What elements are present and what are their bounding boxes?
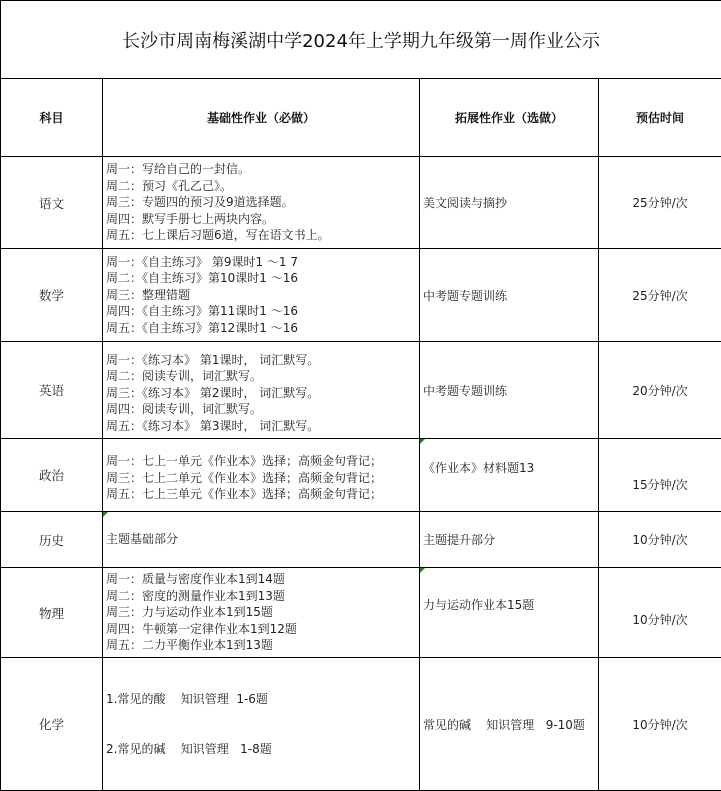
basic-line: 周三：《练习本》 第2课时， 词汇默写。 <box>106 385 419 402</box>
comment-marker-icon[interactable] <box>420 568 425 573</box>
header-basic[interactable]: 基础性作业（必做） <box>103 79 420 157</box>
basic-line: 周五：七上课后习题6道，写在语文书上。 <box>106 227 419 244</box>
basic-cell[interactable] <box>103 658 420 791</box>
time-cell[interactable]: 20分钟/次 <box>599 342 721 439</box>
header-extended[interactable]: 拓展性作业（选做） <box>420 79 599 157</box>
time-cell[interactable]: 15分钟/次 <box>599 439 721 512</box>
table-row <box>1 249 721 342</box>
basic-line: 周五：七上三单元《作业本》选择；高频金句背记； <box>106 486 419 503</box>
table-row <box>1 157 721 249</box>
time-cell[interactable]: 25分钟/次 <box>599 157 721 249</box>
basic-cell[interactable] <box>103 157 420 249</box>
header-subject[interactable]: 科目 <box>1 79 103 157</box>
extended-text: 《作业本》材料题13 <box>423 461 534 475</box>
basic-line: 周二：密度的测量作业本1到13题 <box>106 588 419 605</box>
comment-marker-icon[interactable] <box>103 512 108 517</box>
basic-line: 周二：阅读专训，词汇默写。 <box>106 368 419 385</box>
subject-cell[interactable]: 英语 <box>1 342 103 439</box>
header-row <box>1 79 721 157</box>
extended-text: 力与运动作业本15题 <box>423 598 534 612</box>
time-cell[interactable]: 10分钟/次 <box>599 658 721 791</box>
subject-cell[interactable]: 物理 <box>1 568 103 658</box>
subject-cell[interactable]: 化学 <box>1 658 103 791</box>
basic-line: 周一：七上一单元《作业本》选择；高频金句背记； <box>106 453 419 470</box>
basic-cell[interactable] <box>103 568 420 658</box>
table-row <box>1 439 721 512</box>
time-cell[interactable]: 25分钟/次 <box>599 249 721 342</box>
subject-cell[interactable]: 数学 <box>1 249 103 342</box>
basic-line: 周四：默写手册七上两块内容。 <box>106 211 419 228</box>
basic-line: 周一：质量与密度作业本1到14题 <box>106 571 419 588</box>
basic-cell[interactable] <box>103 342 420 439</box>
basic-line: 周五：二力平衡作业本1到13题 <box>106 637 419 654</box>
table-row <box>1 512 721 568</box>
header-time[interactable]: 预估时间 <box>599 79 721 157</box>
basic-line: 1.常见的酸 知识管理 1-6题 <box>106 691 419 708</box>
extended-cell[interactable]: 常见的碱 知识管理 9-10题 <box>420 658 599 791</box>
basic-cell[interactable] <box>103 249 420 342</box>
table-row <box>1 342 721 439</box>
basic-line: 主题基础部分 <box>106 531 419 548</box>
basic-cell[interactable] <box>103 512 420 568</box>
basic-line: 周一：《自主练习》 第9课时1 ～1 7 <box>106 254 419 271</box>
basic-line: 周五：《练习本》 第3课时， 词汇默写。 <box>106 418 419 435</box>
basic-cell[interactable] <box>103 439 420 512</box>
basic-line: 周三：七上二单元《作业本》选择；高频金句背记； <box>106 470 419 487</box>
basic-line: 周五：《自主练习》第12课时1 ～16 <box>106 320 419 337</box>
extended-cell[interactable]: 中考题专题训练 <box>420 249 599 342</box>
subject-cell[interactable]: 政治 <box>1 439 103 512</box>
basic-line: 周三：专题四的预习及9道选择题。 <box>106 194 419 211</box>
basic-line: 周四：《自主练习》第11课时1 ～16 <box>106 303 419 320</box>
extended-cell[interactable]: 中考题专题训练 <box>420 342 599 439</box>
subject-cell[interactable]: 历史 <box>1 512 103 568</box>
basic-line: 周二：《自主练习》第10课时1 ～16 <box>106 270 419 287</box>
extended-cell[interactable] <box>420 439 599 512</box>
table-row <box>1 658 721 791</box>
extended-cell[interactable] <box>420 568 599 658</box>
extended-cell[interactable]: 主题提升部分 <box>420 512 599 568</box>
page-title[interactable]: 长沙市周南梅溪湖中学2024年上学期九年级第一周作业公示 <box>1 1 721 79</box>
basic-line: 周二：预习《孔乙己》。 <box>106 178 419 195</box>
basic-line: 2.常见的碱 知识管理 1-8题 <box>106 741 419 758</box>
subject-cell[interactable]: 语文 <box>1 157 103 249</box>
time-cell[interactable]: 10分钟/次 <box>599 512 721 568</box>
time-cell[interactable]: 10分钟/次 <box>599 568 721 658</box>
comment-marker-icon[interactable] <box>420 439 425 444</box>
basic-line: 周一：《练习本》 第1课时， 词汇默写。 <box>106 352 419 369</box>
basic-line: 周四：阅读专训，词汇默写。 <box>106 401 419 418</box>
basic-line: 周四：牛顿第一定律作业本1到12题 <box>106 621 419 638</box>
extended-cell[interactable]: 美文阅读与摘抄 <box>420 157 599 249</box>
title-row <box>1 1 721 79</box>
basic-line: 周三：力与运动作业本1到15题 <box>106 604 419 621</box>
basic-line: 周一：写给自己的一封信。 <box>106 161 419 178</box>
basic-line: 周三：整理错题 <box>106 287 419 304</box>
table-row <box>1 568 721 658</box>
